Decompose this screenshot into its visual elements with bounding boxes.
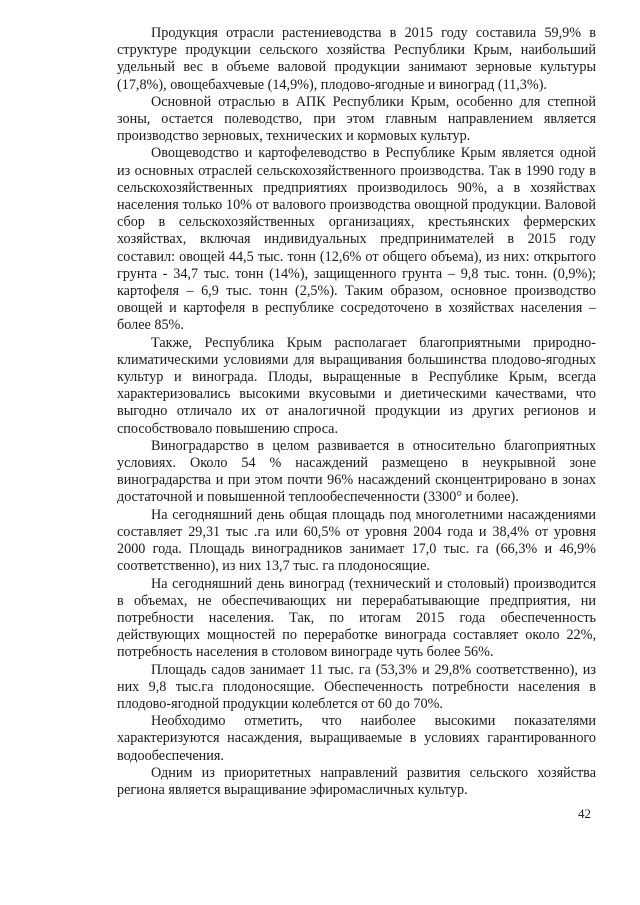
- page-number: 42: [578, 806, 591, 821]
- paragraph-field-farming: Основной отраслью в АПК Республики Крым, особенно для степной зоны, остается полеводство, при этом главным направлением является производство зерновых, технических и кормовых культур.: [117, 93, 596, 145]
- paragraph-essential-oil-crops: Одним из приоритетных направлений развития сельского хозяйства региона является выращивание эфиромасличных культур.: [117, 764, 596, 798]
- paragraph-perennial-plantings: На сегодняшний день общая площадь под многолетними насаждениями составляет 29,31 тыс .га или 60,5% от уровня 2004 года и 38,4% от уровня 2000 года. Площадь виноградников занимает 17,0 тыс. га (66,3% и 46,9% соответственно), из них 13,7 тыс. га плодоносящие.: [117, 506, 596, 575]
- paragraph-vegetable-potato: Овощеводство и картофелеводство в Республике Крым является одной из основных отраслей сельскохозяйственного производства. Так в 1990 году в сельскохозяйственных предприятиях производилось 90%, а в хозяйствах населения только 10% от валового производства овощной продукции. Валовой сбор в сельскохозяйственных организациях, крестьянских фермерских хозяйствах, включая индивидуальных предпринимателей в 2015 году составил: овощей 44,5 тыс. тонн (12,6% от общего объема), из них: открытого грунта - 34,7 тыс. тонн (14%), защищенного грунта – 9,8 тыс. тонн. (0,9%); картофеля – 6,9 тыс. тонн (2,5%). Таким образом, основное производство овощей и картофеля в республике сосредоточено в хозяйствах населения – более 85%.: [117, 145, 596, 334]
- paragraph-irrigated-plantings: Необходимо отметить, что наиболее высокими показателями характеризуются насаждения, выращиваемые в условиях гарантированного водообеспечения.: [117, 713, 596, 764]
- paragraph-fruit-berry-climate: Также, Республика Крым располагает благоприятными природно-климатическими условиями для выращивания большинства плодово-ягодных культур и винограда. Плоды, выращенные в Республике Крым, всегда характеризовались высокими вкусовыми и диетическими качествами, что выгодно отличало их от аналогичной продукции из других регионов и способствовало повышению спроса.: [117, 334, 596, 437]
- paragraph-viticulture-conditions: Виноградарство в целом развивается в относительно благоприятных условиях. Около 54 % насаждений размещено в неукрывной зоне виноградарства и при этом почти 96% насаждений сконцентрировано в зонах достаточной и повышенной теплообеспеченности (3300° и более).: [117, 437, 596, 506]
- paragraph-grape-supply: На сегодняшний день виноград (технический и столовый) производится в объемах, не обеспечивающих ни перерабатывающие предприятия, ни потребности населения. Так, по итогам 2015 года обеспеченность действующих мощностей по переработке винограда составляет около 22%, потребность населения в столовом винограде чуть более 56%.: [117, 575, 596, 661]
- paragraph-orchards: Площадь садов занимает 11 тыс. га (53,3% и 29,8% соответственно), из них 9,8 тыс.га плодоносящие. Обеспеченность потребности населения в плодово-ягодной продукции колеблется от 60 до 70%.: [117, 661, 596, 712]
- paragraph-crop-production-share: Продукция отрасли растениеводства в 2015 году составила 59,9% в структуре продукции сельского хозяйства Республики Крым, наибольший удельный вес в объеме валовой продукции занимают зерновые культуры (17,8%), овощебахчевые (14,9%), плодово-ягодные и виноград (11,3%).: [117, 25, 596, 93]
- body-text: [117, 25, 596, 799]
